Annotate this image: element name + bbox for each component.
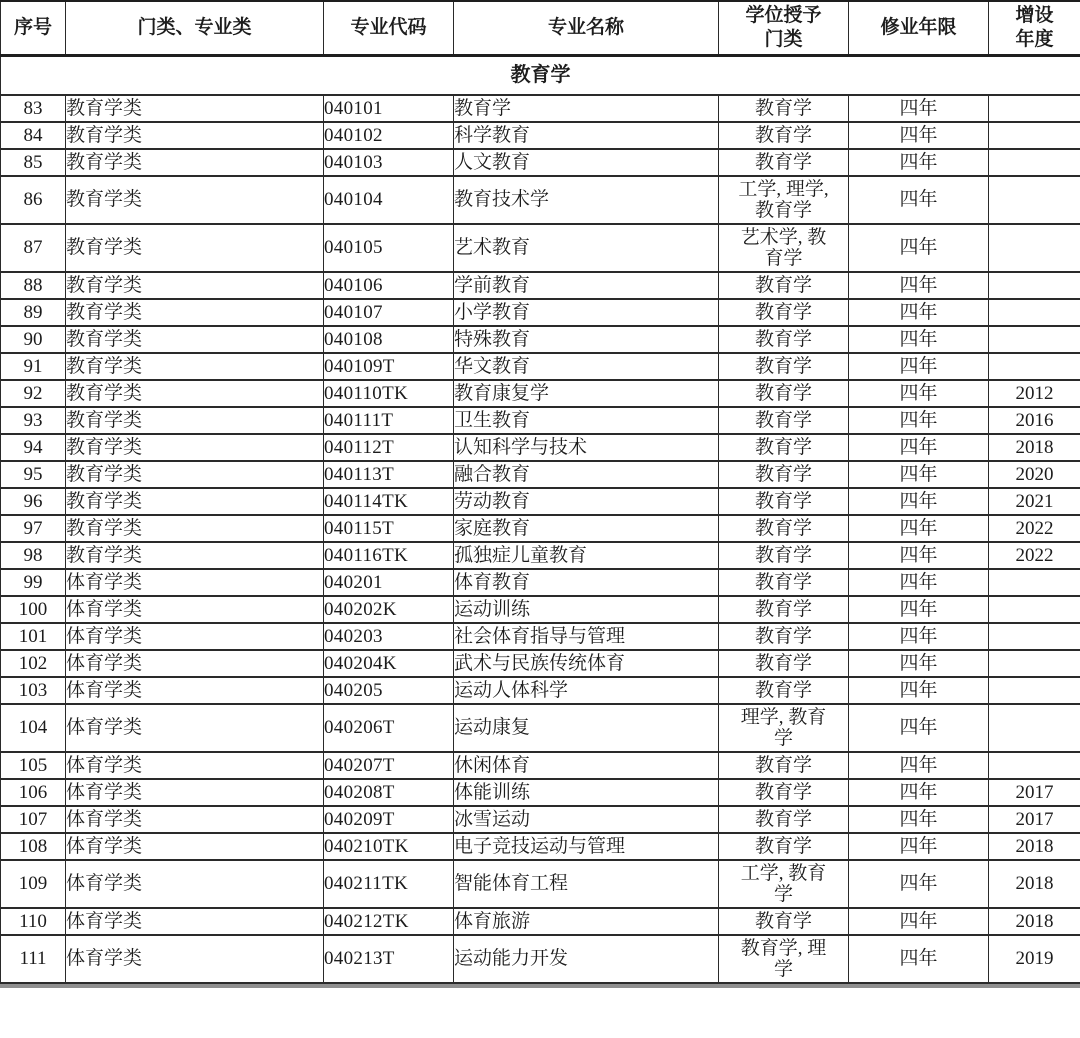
cell-year-added: 2012 (989, 380, 1080, 407)
cell-year-added (989, 596, 1080, 623)
cell-year-added: 2021 (989, 488, 1080, 515)
table-header (1, 1, 1080, 56)
column-header: 学位授予门类 (719, 1, 849, 56)
cell-serial-number: 99 (1, 569, 66, 596)
cell-major-name: 家庭教育 (454, 515, 719, 542)
cell-major-name: 武术与民族传统体育 (454, 650, 719, 677)
cell-degree-category: 教育学, 理学 (719, 935, 849, 983)
cell-year-added (989, 122, 1080, 149)
table-row (1, 176, 1080, 224)
cell-major-name: 电子竞技运动与管理 (454, 833, 719, 860)
cell-serial-number: 111 (1, 935, 66, 983)
cell-category: 教育学类 (66, 122, 324, 149)
cell-degree-category: 教育学 (719, 542, 849, 569)
cell-degree-category: 教育学 (719, 461, 849, 488)
cell-major-code: 040101 (324, 95, 454, 122)
cell-category: 体育学类 (66, 623, 324, 650)
cell-duration: 四年 (849, 752, 989, 779)
cell-major-name: 智能体育工程 (454, 860, 719, 908)
cell-major-name: 教育学 (454, 95, 719, 122)
cell-major-name: 运动训练 (454, 596, 719, 623)
cell-major-name: 艺术教育 (454, 224, 719, 272)
cell-category: 教育学类 (66, 434, 324, 461)
cell-degree-category: 教育学 (719, 407, 849, 434)
cell-year-added (989, 299, 1080, 326)
cell-duration: 四年 (849, 326, 989, 353)
table-row (1, 224, 1080, 272)
cell-serial-number: 94 (1, 434, 66, 461)
cell-serial-number: 108 (1, 833, 66, 860)
cell-duration: 四年 (849, 569, 989, 596)
table-row (1, 542, 1080, 569)
cell-major-code: 040209T (324, 806, 454, 833)
cell-serial-number: 103 (1, 677, 66, 704)
cell-major-code: 040201 (324, 569, 454, 596)
cell-major-code: 040111T (324, 407, 454, 434)
cell-major-name: 孤独症儿童教育 (454, 542, 719, 569)
cell-category: 体育学类 (66, 779, 324, 806)
cell-major-code: 040203 (324, 623, 454, 650)
cell-major-name: 人文教育 (454, 149, 719, 176)
cell-year-added (989, 704, 1080, 752)
cell-major-code: 040207T (324, 752, 454, 779)
cell-major-name: 运动人体科学 (454, 677, 719, 704)
cell-serial-number: 90 (1, 326, 66, 353)
cell-duration: 四年 (849, 596, 989, 623)
cell-major-name: 教育技术学 (454, 176, 719, 224)
cell-duration: 四年 (849, 833, 989, 860)
column-header: 修业年限 (849, 1, 989, 56)
cell-category: 体育学类 (66, 908, 324, 935)
cell-major-code: 040210TK (324, 833, 454, 860)
cell-category: 教育学类 (66, 299, 324, 326)
cell-category: 教育学类 (66, 353, 324, 380)
cell-duration: 四年 (849, 488, 989, 515)
cell-category: 教育学类 (66, 488, 324, 515)
column-header: 专业名称 (454, 1, 719, 56)
cell-major-name: 认知科学与技术 (454, 434, 719, 461)
cell-category: 教育学类 (66, 380, 324, 407)
cell-year-added (989, 569, 1080, 596)
cell-year-added: 2019 (989, 935, 1080, 983)
cell-major-code: 040103 (324, 149, 454, 176)
cell-degree-category: 教育学 (719, 650, 849, 677)
cell-duration: 四年 (849, 650, 989, 677)
cell-year-added: 2018 (989, 833, 1080, 860)
table-row (1, 434, 1080, 461)
cell-major-code: 040108 (324, 326, 454, 353)
cell-serial-number: 88 (1, 272, 66, 299)
cell-major-name: 教育康复学 (454, 380, 719, 407)
cell-degree-category: 教育学 (719, 779, 849, 806)
table-row (1, 752, 1080, 779)
cell-duration: 四年 (849, 224, 989, 272)
cell-degree-category: 工学, 教育学 (719, 860, 849, 908)
cell-major-code: 040205 (324, 677, 454, 704)
cell-category: 教育学类 (66, 407, 324, 434)
cell-serial-number: 96 (1, 488, 66, 515)
table-row (1, 122, 1080, 149)
cell-major-code: 040110TK (324, 380, 454, 407)
cell-serial-number: 107 (1, 806, 66, 833)
cell-category: 体育学类 (66, 596, 324, 623)
table-row (1, 380, 1080, 407)
cell-year-added: 2020 (989, 461, 1080, 488)
column-header: 增设年度 (989, 1, 1080, 56)
cell-duration: 四年 (849, 95, 989, 122)
cell-degree-category: 工学, 理学, 教育学 (719, 176, 849, 224)
table-row (1, 461, 1080, 488)
cell-year-added (989, 623, 1080, 650)
cell-year-added (989, 353, 1080, 380)
table-row (1, 623, 1080, 650)
cell-degree-category: 教育学 (719, 677, 849, 704)
cell-year-added: 2017 (989, 806, 1080, 833)
cell-year-added (989, 677, 1080, 704)
cell-major-name: 运动康复 (454, 704, 719, 752)
cell-major-code: 040202K (324, 596, 454, 623)
cell-category: 体育学类 (66, 860, 324, 908)
cell-major-code: 040206T (324, 704, 454, 752)
cell-degree-category: 教育学 (719, 122, 849, 149)
cell-major-code: 040105 (324, 224, 454, 272)
cell-serial-number: 105 (1, 752, 66, 779)
cell-major-name: 特殊教育 (454, 326, 719, 353)
table-row (1, 650, 1080, 677)
cell-major-code: 040213T (324, 935, 454, 983)
cell-major-code: 040208T (324, 779, 454, 806)
cell-major-name: 科学教育 (454, 122, 719, 149)
cell-major-name: 体育旅游 (454, 908, 719, 935)
cell-major-name: 冰雪运动 (454, 806, 719, 833)
cell-year-added: 2022 (989, 515, 1080, 542)
cell-duration: 四年 (849, 908, 989, 935)
cell-degree-category: 教育学 (719, 434, 849, 461)
cell-degree-category: 教育学 (719, 833, 849, 860)
cell-duration: 四年 (849, 704, 989, 752)
cell-serial-number: 97 (1, 515, 66, 542)
cell-category: 体育学类 (66, 935, 324, 983)
table-row (1, 326, 1080, 353)
cell-year-added (989, 224, 1080, 272)
cell-degree-category: 教育学 (719, 752, 849, 779)
table-row (1, 908, 1080, 935)
cell-major-code: 040114TK (324, 488, 454, 515)
table-row (1, 860, 1080, 908)
cell-duration: 四年 (849, 542, 989, 569)
cell-duration: 四年 (849, 272, 989, 299)
table-row (1, 299, 1080, 326)
cell-serial-number: 101 (1, 623, 66, 650)
cell-major-code: 040116TK (324, 542, 454, 569)
cell-degree-category: 教育学 (719, 326, 849, 353)
cell-major-name: 运动能力开发 (454, 935, 719, 983)
cell-serial-number: 85 (1, 149, 66, 176)
cell-year-added: 2018 (989, 434, 1080, 461)
cell-serial-number: 91 (1, 353, 66, 380)
cell-degree-category: 教育学 (719, 596, 849, 623)
cell-degree-category: 教育学 (719, 515, 849, 542)
header-row (1, 1, 1080, 56)
table-row (1, 779, 1080, 806)
cell-major-name: 融合教育 (454, 461, 719, 488)
table-row (1, 935, 1080, 983)
table-row (1, 353, 1080, 380)
cell-category: 体育学类 (66, 677, 324, 704)
cell-category: 教育学类 (66, 176, 324, 224)
cell-major-name: 卫生教育 (454, 407, 719, 434)
cell-serial-number: 98 (1, 542, 66, 569)
cell-category: 教育学类 (66, 149, 324, 176)
cell-serial-number: 84 (1, 122, 66, 149)
cell-degree-category: 理学, 教育学 (719, 704, 849, 752)
cell-major-name: 华文教育 (454, 353, 719, 380)
cell-major-name: 小学教育 (454, 299, 719, 326)
cell-duration: 四年 (849, 434, 989, 461)
cell-major-name: 社会体育指导与管理 (454, 623, 719, 650)
cell-serial-number: 92 (1, 380, 66, 407)
table-row (1, 515, 1080, 542)
cell-duration: 四年 (849, 935, 989, 983)
cell-major-code: 040106 (324, 272, 454, 299)
cell-major-code: 040109T (324, 353, 454, 380)
cell-degree-category: 教育学 (719, 380, 849, 407)
cell-duration: 四年 (849, 407, 989, 434)
cell-year-added (989, 272, 1080, 299)
column-header: 序号 (1, 1, 66, 56)
cell-major-name: 劳动教育 (454, 488, 719, 515)
cell-year-added (989, 650, 1080, 677)
cell-major-code: 040211TK (324, 860, 454, 908)
cell-degree-category: 教育学 (719, 95, 849, 122)
cell-serial-number: 109 (1, 860, 66, 908)
cell-duration: 四年 (849, 176, 989, 224)
cell-serial-number: 83 (1, 95, 66, 122)
cell-serial-number: 110 (1, 908, 66, 935)
cell-year-added: 2016 (989, 407, 1080, 434)
column-header: 专业代码 (324, 1, 454, 56)
cell-serial-number: 93 (1, 407, 66, 434)
cell-category: 教育学类 (66, 272, 324, 299)
cell-category: 教育学类 (66, 515, 324, 542)
cell-degree-category: 教育学 (719, 623, 849, 650)
cell-duration: 四年 (849, 860, 989, 908)
cell-degree-category: 教育学 (719, 569, 849, 596)
table-row (1, 569, 1080, 596)
table-row (1, 596, 1080, 623)
cell-duration: 四年 (849, 779, 989, 806)
cell-degree-category: 教育学 (719, 149, 849, 176)
table-row (1, 95, 1080, 122)
cell-major-code: 040112T (324, 434, 454, 461)
cell-serial-number: 100 (1, 596, 66, 623)
table-row (1, 272, 1080, 299)
cell-serial-number: 102 (1, 650, 66, 677)
cell-year-added: 2018 (989, 860, 1080, 908)
cell-serial-number: 104 (1, 704, 66, 752)
cell-category: 体育学类 (66, 650, 324, 677)
cell-serial-number: 106 (1, 779, 66, 806)
cell-major-name: 体育教育 (454, 569, 719, 596)
cell-year-added (989, 176, 1080, 224)
column-header: 门类、专业类 (66, 1, 324, 56)
cell-category: 教育学类 (66, 542, 324, 569)
cell-duration: 四年 (849, 380, 989, 407)
cell-major-code: 040115T (324, 515, 454, 542)
cell-major-code: 040212TK (324, 908, 454, 935)
cell-duration: 四年 (849, 299, 989, 326)
cell-major-name: 休闲体育 (454, 752, 719, 779)
cell-major-code: 040204K (324, 650, 454, 677)
cell-year-added (989, 326, 1080, 353)
cell-degree-category: 教育学 (719, 488, 849, 515)
cell-duration: 四年 (849, 461, 989, 488)
cell-degree-category: 教育学 (719, 908, 849, 935)
cell-duration: 四年 (849, 806, 989, 833)
cell-degree-category: 教育学 (719, 299, 849, 326)
cell-year-added: 2017 (989, 779, 1080, 806)
table-row (1, 806, 1080, 833)
table-row (1, 149, 1080, 176)
cell-duration: 四年 (849, 623, 989, 650)
table-row (1, 677, 1080, 704)
cell-category: 教育学类 (66, 461, 324, 488)
cell-major-code: 040104 (324, 176, 454, 224)
table-row (1, 407, 1080, 434)
cell-serial-number: 87 (1, 224, 66, 272)
cell-year-added (989, 149, 1080, 176)
cell-duration: 四年 (849, 149, 989, 176)
cell-category: 体育学类 (66, 569, 324, 596)
cell-serial-number: 86 (1, 176, 66, 224)
cell-category: 教育学类 (66, 95, 324, 122)
section-row-education (1, 56, 1080, 95)
cell-duration: 四年 (849, 122, 989, 149)
cell-serial-number: 89 (1, 299, 66, 326)
cell-year-added (989, 752, 1080, 779)
table-body (1, 56, 1080, 983)
section-title: 教育学 (1, 56, 1080, 95)
cell-category: 体育学类 (66, 704, 324, 752)
table-row (1, 833, 1080, 860)
cell-category: 体育学类 (66, 806, 324, 833)
cell-year-added: 2018 (989, 908, 1080, 935)
cell-duration: 四年 (849, 515, 989, 542)
table-row (1, 704, 1080, 752)
cell-major-code: 040113T (324, 461, 454, 488)
cell-degree-category: 教育学 (719, 806, 849, 833)
cell-duration: 四年 (849, 353, 989, 380)
cell-category: 教育学类 (66, 326, 324, 353)
cell-degree-category: 艺术学, 教育学 (719, 224, 849, 272)
cell-category: 教育学类 (66, 224, 324, 272)
cell-category: 体育学类 (66, 752, 324, 779)
cell-category: 体育学类 (66, 833, 324, 860)
cell-year-added: 2022 (989, 542, 1080, 569)
cell-major-code: 040107 (324, 299, 454, 326)
cell-year-added (989, 95, 1080, 122)
cell-duration: 四年 (849, 677, 989, 704)
cell-degree-category: 教育学 (719, 272, 849, 299)
cell-major-name: 学前教育 (454, 272, 719, 299)
table-row (1, 488, 1080, 515)
cell-major-name: 体能训练 (454, 779, 719, 806)
cell-serial-number: 95 (1, 461, 66, 488)
cell-major-code: 040102 (324, 122, 454, 149)
cell-degree-category: 教育学 (719, 353, 849, 380)
